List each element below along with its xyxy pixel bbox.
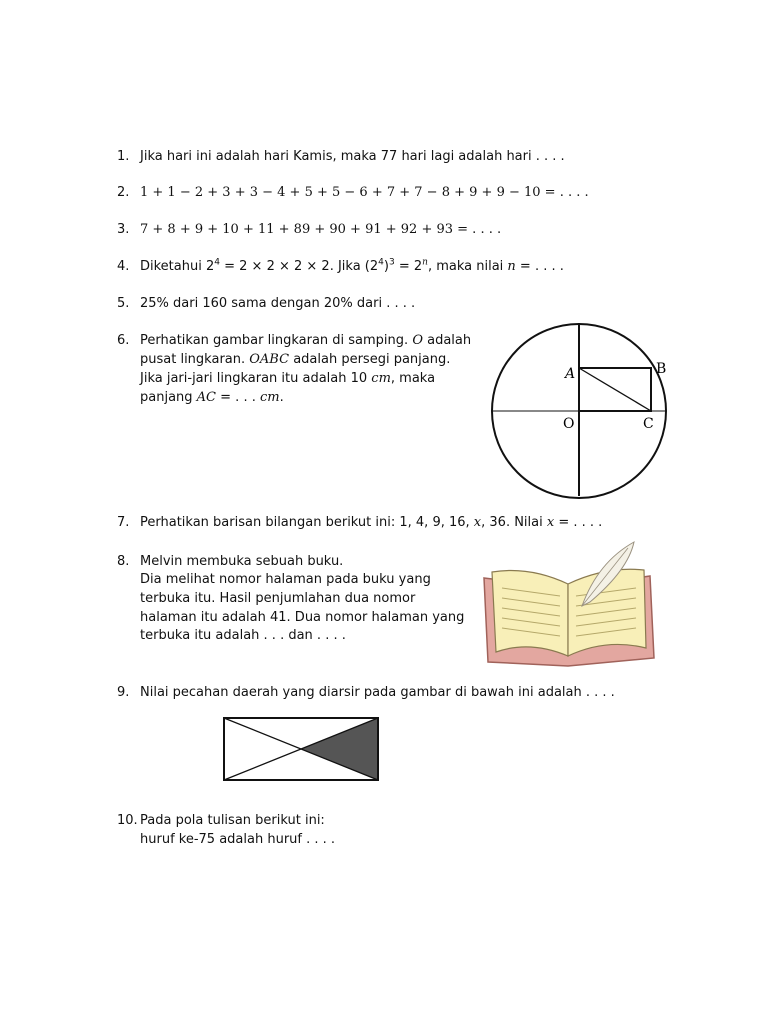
question-10-number: 10. xyxy=(117,813,138,828)
question-6-line-1: Perhatikan gambar lingkaran di samping. O adalah xyxy=(140,333,472,348)
shaded-rectangle-figure xyxy=(222,716,380,782)
question-8-line-5: terbuka itu adalah . . . dan . . . . xyxy=(140,628,346,643)
question-8-line-4: halaman itu adalah 41. Dua nomor halaman yang xyxy=(140,610,465,625)
question-9-number: 9. xyxy=(117,685,130,700)
question-6-line-3: Jika jari-jari lingkaran itu adalah 10 cm, maka xyxy=(140,371,436,386)
label-b: B xyxy=(656,361,667,377)
question-5-number: 5. xyxy=(117,296,130,311)
question-4-number: 4. xyxy=(117,259,130,274)
label-a: A xyxy=(565,366,576,382)
question-4-text: Diketahui $2^4 = 2 \times 2 \times 2 \times 2$. Jika $(2^4)^3 = 2^n$, maka nilai n = . . . . xyxy=(140,257,564,274)
question-2-number: 2. xyxy=(117,185,130,200)
question-6-line-2: pusat lingkaran. OABC adalah persegi panjang. xyxy=(140,352,451,367)
question-10-line-1: Pada pola tulisan berikut ini: xyxy=(140,813,325,828)
question-9-text: Nilai pecahan daerah yang diarsir pada gambar di bawah ini adalah . . . . xyxy=(140,685,615,700)
label-o: O xyxy=(563,416,575,432)
question-3-text: 7 + 8 + 9 + 10 + 11 + 89 + 90 + 91 + 92 + 93 = . . . . xyxy=(140,222,502,237)
question-10-line-2: huruf ke-75 adalah huruf . . . . xyxy=(140,832,336,847)
circle-figure xyxy=(485,318,685,508)
question-8-line-1: Melvin membuka sebuah buku. xyxy=(140,554,344,569)
book-left-page xyxy=(492,571,568,657)
shaded-triangle xyxy=(301,718,378,780)
question-8-line-2: Dia melihat nomor halaman pada buku yang xyxy=(140,572,431,587)
question-3-number: 3. xyxy=(117,222,130,237)
question-7-text: Perhatikan barisan bilangan berikut ini: 1, 4, 9, 16, x, 36. Nilai x = . . . . xyxy=(140,515,603,530)
question-8-line-3: terbuka itu. Hasil penjumlahan dua nomor xyxy=(140,591,416,606)
diagonal-ac xyxy=(579,368,651,411)
question-2-text: 1 + 1 − 2 + 3 + 3 − 4 + 5 + 5 − 6 + 7 + 7 − 8 + 9 + 9 − 10 = . . . . xyxy=(140,185,589,200)
question-6-number: 6. xyxy=(117,333,130,348)
label-c: C xyxy=(643,416,654,432)
question-6-line-4: panjang AC = . . . cm. xyxy=(140,390,284,405)
question-1-number: 1. xyxy=(117,149,130,164)
question-5-text: 25% dari 160 sama dengan 20% dari . . . . xyxy=(140,296,416,311)
open-book-illustration xyxy=(478,540,658,670)
question-1-text: Jika hari ini adalah hari Kamis, maka 77 hari lagi adalah hari . . . . xyxy=(140,149,565,164)
question-8-number: 8. xyxy=(117,554,130,569)
question-7-number: 7. xyxy=(117,515,130,530)
